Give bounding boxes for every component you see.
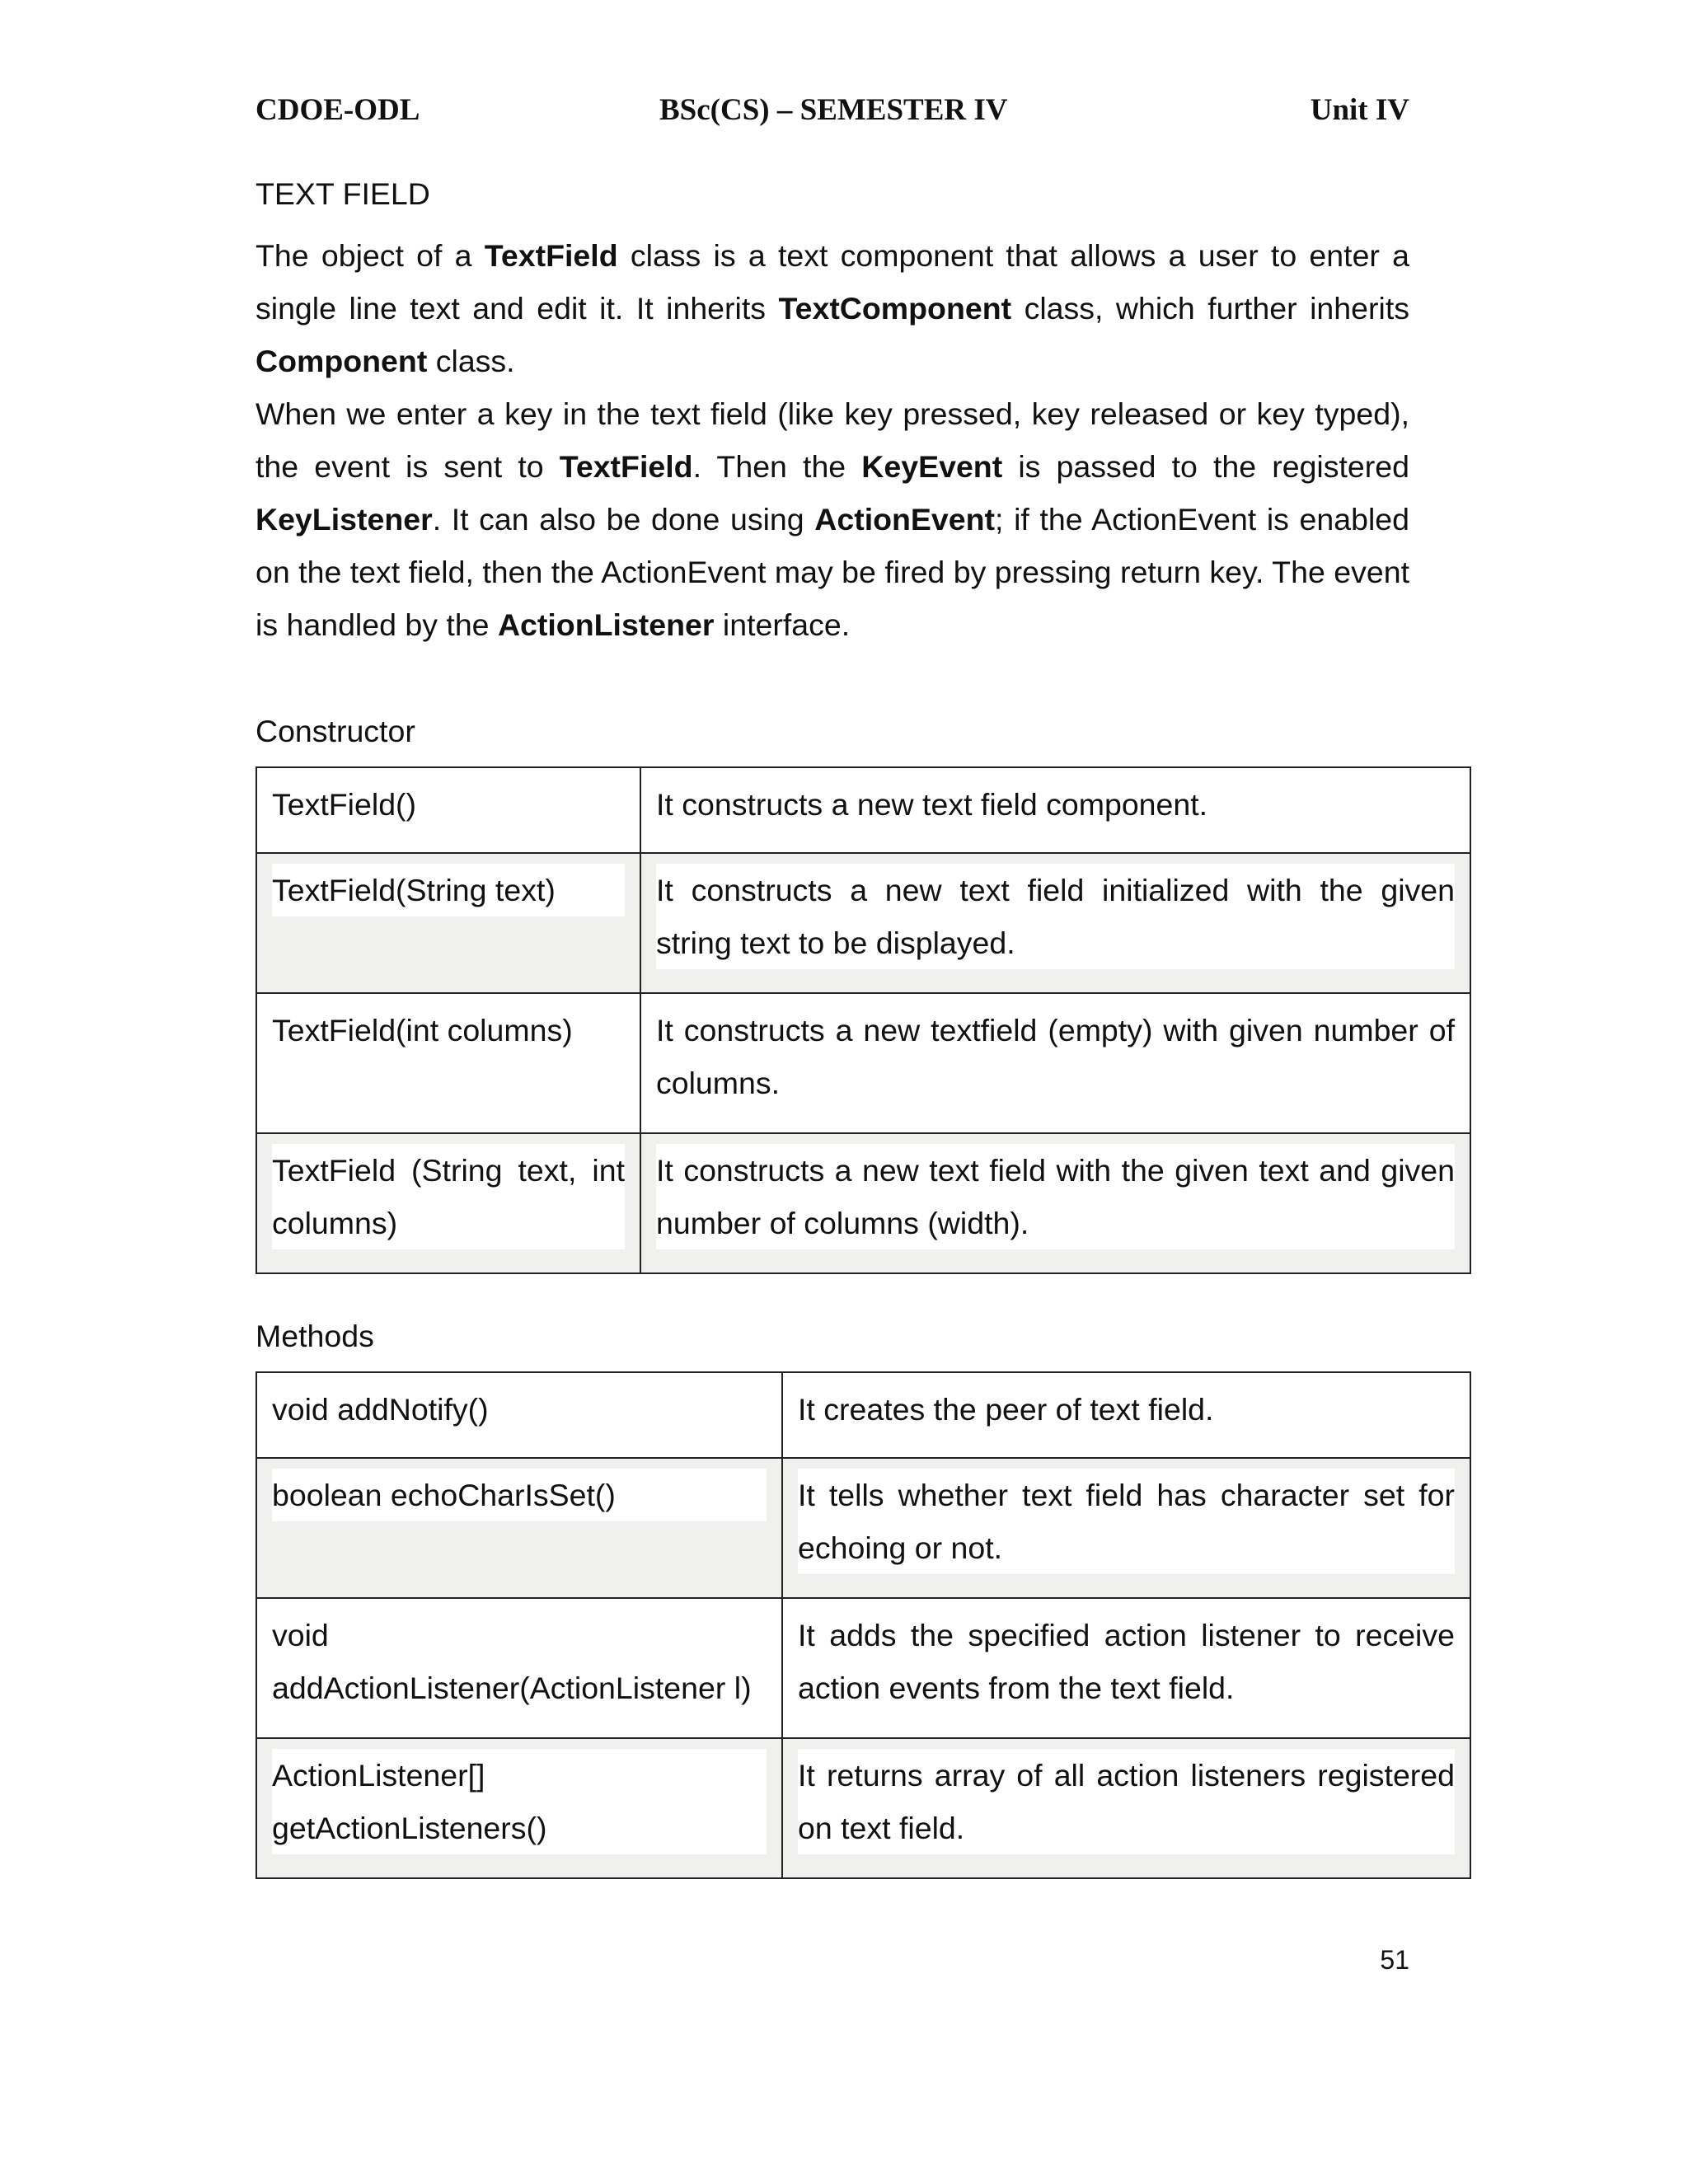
body-text <box>256 229 1409 651</box>
method-desc: It adds the specified action listener to receive action events from the text field. <box>782 1598 1470 1738</box>
table-row <box>256 1458 1470 1598</box>
text: is passed to the registered <box>1002 449 1409 484</box>
constructor-name-cell <box>256 1133 640 1273</box>
table-row <box>256 1372 1470 1458</box>
bold-term: Component <box>256 344 428 378</box>
bold-term: KeyEvent <box>861 449 1003 484</box>
constructor-name-cell <box>256 853 640 993</box>
paragraph-2 <box>256 387 1409 651</box>
method-desc-cell <box>782 1458 1470 1598</box>
header-right: Unit IV <box>1310 93 1409 127</box>
text: The object of a <box>256 238 485 273</box>
constructor-name: TextField() <box>256 767 640 853</box>
method-name-cell <box>256 1738 782 1878</box>
constructor-table <box>256 766 1471 1274</box>
text: . It can also be done using <box>432 502 815 537</box>
table-row <box>256 1738 1470 1878</box>
text: class is a text component that allows a user to enter a single line text and edit it. It inherits <box>256 238 1410 326</box>
bold-term: ActionListener <box>497 607 715 642</box>
constructor-desc: It constructs a new text field with the given text and given number of columns (width). <box>656 1144 1455 1249</box>
method-name: ActionListener[] getActionListeners() <box>272 1749 767 1854</box>
table-row <box>256 767 1470 853</box>
constructor-desc-cell <box>640 1133 1470 1273</box>
constructor-name: TextField(String text) <box>272 864 625 916</box>
bold-term: TextField <box>484 238 618 273</box>
constructor-heading: Constructor <box>256 714 415 748</box>
constructor-desc: It constructs a new text field component. <box>640 767 1470 853</box>
method-name: void addNotify() <box>256 1372 782 1458</box>
constructor-desc: It constructs a new textfield (empty) with given number of columns. <box>640 993 1470 1133</box>
text: interface. <box>714 607 851 642</box>
method-name-cell <box>256 1458 782 1598</box>
constructor-name: TextField(int columns) <box>256 993 640 1133</box>
constructor-desc: It constructs a new text field initialized with the given string text to be displayed. <box>656 864 1455 969</box>
paragraph-1 <box>256 229 1409 387</box>
text: When we enter a key in the text field (like key pressed, key released or key typed), the event is sent to <box>256 396 1409 484</box>
text: ; if the ActionEvent is enabled on the text field, then the ActionEvent may be fired by pressing return key. The event is handled by the <box>256 502 1409 642</box>
bold-term: TextComponent <box>778 291 1012 326</box>
table-row <box>256 993 1470 1133</box>
bold-term: ActionEvent <box>814 502 996 537</box>
page-header <box>256 92 1409 134</box>
header-center: BSc(CS) – SEMESTER IV <box>659 93 1008 127</box>
methods-table <box>256 1371 1471 1879</box>
method-desc: It tells whether text field has character set for echoing or not. <box>798 1469 1455 1574</box>
constructor-name: TextField (String text, int columns) <box>272 1144 625 1249</box>
method-desc: It creates the peer of text field. <box>782 1372 1470 1458</box>
section-title: TEXT FIELD <box>256 176 430 211</box>
bold-term: TextField <box>559 449 693 484</box>
method-name: void addActionListener(ActionListener l) <box>256 1598 782 1738</box>
constructor-desc-cell <box>640 853 1470 993</box>
text: . Then the <box>692 449 862 484</box>
methods-heading: Methods <box>256 1319 374 1353</box>
table-row <box>256 1133 1470 1273</box>
method-name: boolean echoCharIsSet() <box>272 1469 767 1521</box>
bold-term: KeyListener <box>256 502 433 537</box>
text: class. <box>427 344 515 378</box>
method-desc: It returns array of all action listeners registered on text field. <box>798 1749 1455 1854</box>
table-row <box>256 853 1470 993</box>
method-desc-cell <box>782 1738 1470 1878</box>
page-number: 51 <box>1380 1945 1409 1975</box>
header-left: CDOE-ODL <box>256 93 420 127</box>
text: class, which further inherits <box>1011 291 1409 326</box>
table-row <box>256 1598 1470 1738</box>
